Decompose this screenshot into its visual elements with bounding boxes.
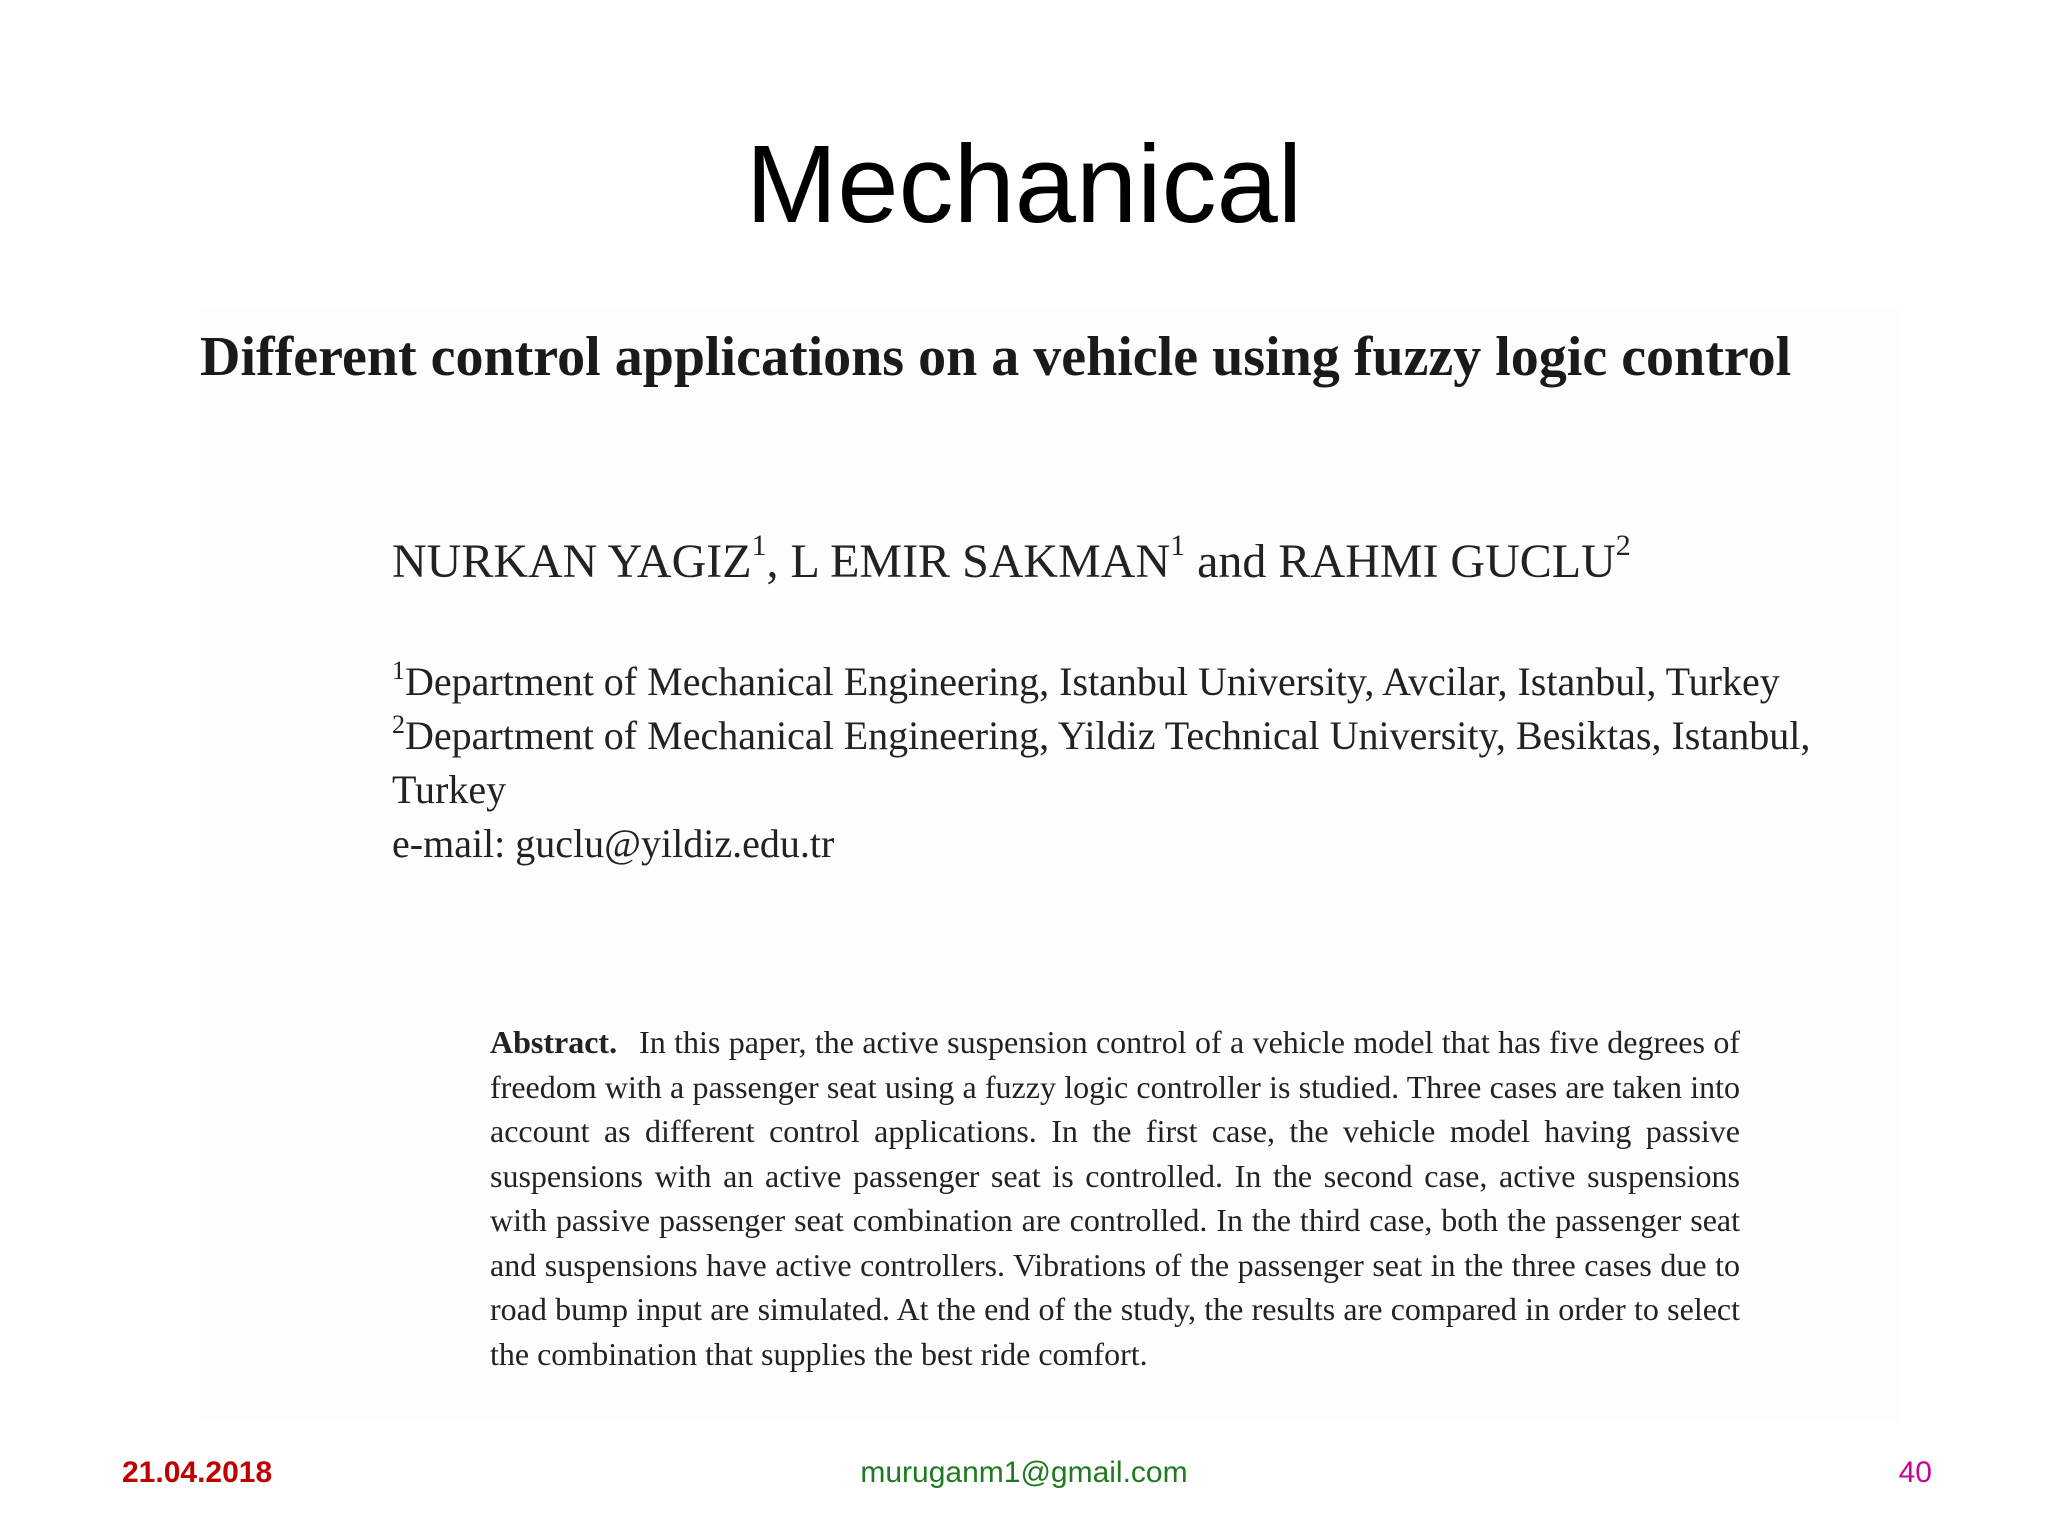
author-separator: and [1185,535,1279,588]
affiliation-marker: 1 [392,656,405,685]
slide-title: Mechanical [745,123,1303,246]
abstract-label: Abstract. [490,1024,618,1060]
paper-abstract [490,1020,1740,1376]
footer-date: 21.04.2018 [122,1456,273,1489]
paper-excerpt [200,310,1900,1420]
paper-affiliations [392,655,1892,871]
abstract-text: In this paper, the active suspension control of a vehicle model that has five degrees of freedom with a passenger seat using a fuzzy logic controller is studied. Three cases are taken into account as different control applications. In the first case, the vehicle model having passive suspensions with an active passenger seat is controlled. In the second case, active suspensions with passive passenger seat combination are controlled. In the third case, both the passenger seat and suspensions have active controllers. Vibrations of the passenger seat in the three cases due to road bump input are simulated. At the end of the study, the results are compared in order to select the combination that supplies the best ride comfort. [490,1024,1740,1372]
author-name: L EMIR SAKMAN [790,535,1171,588]
author-affiliation-marker: 2 [1615,529,1631,562]
footer-email: muruganm1@gmail.com [860,1456,1188,1489]
affiliation-text: Department of Mechanical Engineering, Istanbul University, Avcilar, Istanbul, Turkey [405,659,1780,704]
paper-authors [392,529,1892,588]
affiliation-marker: 2 [392,710,405,739]
affiliation-item [392,655,1892,709]
contact-email: e-mail: guclu@yildiz.edu.tr [392,821,835,866]
paper-title: Different control applications on a vehicle using fuzzy logic control [200,326,1792,388]
author-affiliation-marker: 1 [1170,529,1186,562]
affiliation-text: Department of Mechanical Engineering, Yildiz Technical University, Besiktas, Istanbul, Turkey [392,713,1811,812]
author-name: RAHMI GUCLU [1278,535,1616,588]
author-affiliation-marker: 1 [751,529,767,562]
author-separator: , [766,535,791,588]
affiliation-item [392,709,1892,817]
author-name: NURKAN YAGIZ [392,535,752,588]
footer-page-number: 40 [1898,1456,1932,1489]
